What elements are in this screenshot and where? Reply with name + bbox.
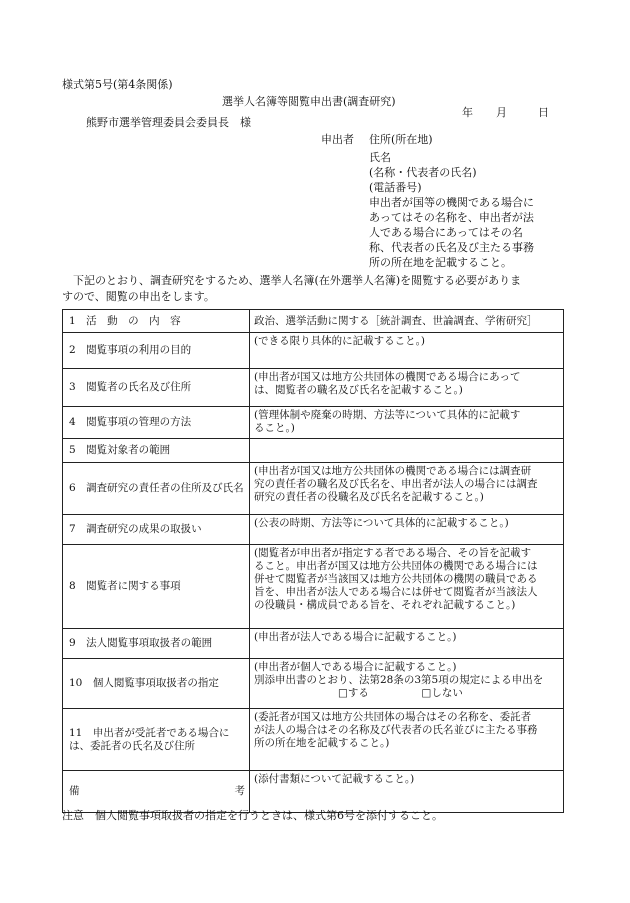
date-year-label: 年	[462, 106, 473, 119]
applicant-label: 申出者	[321, 133, 354, 146]
intro-line: すので、閲覧の申出をします。	[62, 290, 215, 303]
row-label: 5 閲覧対象者の範囲	[63, 439, 250, 463]
applicant-name-sub: (名称・代表者の氏名)	[369, 166, 477, 179]
row-content[interactable]	[250, 333, 564, 369]
row-content-line: 併せて閲覧者が当該国又は地方公共団体の機関の職員である	[254, 573, 538, 585]
row-content[interactable]	[250, 515, 564, 545]
row-content-line: 研究の責任者の役職名及び氏名を記載すること。)	[254, 491, 484, 503]
applicant-address-label: 住所(所在地)	[369, 133, 433, 146]
form-title: 選挙人名簿等閲覧申出書(調査研究)	[222, 95, 396, 108]
applicant-note-line: 称、代表者の氏名及び主たる事務	[369, 241, 534, 254]
row-content[interactable]	[250, 369, 564, 407]
applicant-name-label: 氏名	[369, 151, 391, 164]
row-content[interactable]	[250, 463, 564, 515]
table-row	[63, 629, 564, 659]
row-content[interactable]	[250, 407, 564, 439]
table-row	[63, 709, 564, 771]
row-content[interactable]	[250, 771, 564, 813]
row-label: 4 閲覧事項の管理の方法	[63, 407, 250, 439]
row-content-line: 政治、選挙活動に関する［統計調査、世論調査、学術研究］	[254, 314, 538, 327]
row-label: 8 閲覧者に関する事項	[63, 545, 250, 629]
applicant-phone-label: (電話番号)	[369, 181, 422, 194]
addressee: 熊野市選挙管理委員会委員長 様	[86, 116, 251, 129]
row-content-line: 別添申出書のとおり、法第28条の3第5項の規定による申出を	[254, 674, 544, 686]
designation-checkbox-options[interactable]: □する □しない	[338, 687, 463, 699]
row-content-line: (公表の時期、方法等について具体的に記載すること。)	[254, 517, 509, 529]
applicant-note-line: あってはその名称を、申出者が法	[369, 211, 534, 224]
row-content-line: は、閲覧者の職名及び氏名を記載すること。)	[254, 384, 463, 396]
row-content[interactable]	[250, 709, 564, 771]
table-row	[63, 333, 564, 369]
row-label: 1 活 動 の 内 容	[63, 310, 250, 333]
row-content-line: が法人の場合はその名称及び代表者の氏名並びに主たる事務	[254, 724, 538, 736]
remarks-label	[69, 785, 245, 798]
row-label: 7 調査研究の成果の取扱い	[63, 515, 250, 545]
row-content[interactable]	[250, 629, 564, 659]
date-day-label: 日	[538, 106, 549, 119]
row-label-remarks	[63, 771, 250, 813]
row-content-line: 旨を、申出者が法人である場合には併せて閲覧者が当該法人	[254, 586, 538, 598]
row-content-line: 所の所在地を記載すること。)	[254, 737, 390, 749]
table-row	[63, 463, 564, 515]
table-row	[63, 659, 564, 709]
row-label: 11 申出者が受託者である場合には、委託者の氏名及び住所	[63, 709, 250, 771]
application-table	[62, 309, 564, 813]
row-content[interactable]	[250, 439, 564, 463]
row-label: 10 個人閲覧事項取扱者の指定	[63, 659, 250, 709]
row-content[interactable]	[250, 659, 564, 709]
row-label: 3 閲覧者の氏名及び住所	[63, 369, 250, 407]
applicant-note-line: 人である場合にあってはその名	[369, 226, 523, 239]
row-content[interactable]	[250, 545, 564, 629]
table-row	[63, 439, 564, 463]
applicant-note-line: 申出者が国等の機関である場合に	[369, 196, 534, 209]
row-label: 2 閲覧事項の利用の目的	[63, 333, 250, 369]
row-label: 9 法人閲覧事項取扱者の範囲	[63, 629, 250, 659]
applicant-note-line: 所の所在地を記載すること。	[369, 256, 512, 269]
remarks-label-right: 考	[234, 785, 245, 797]
row-content[interactable]	[250, 310, 564, 333]
row-content-line: ること。申出者が国又は地方公共団体の機関である場合には	[254, 560, 538, 572]
row-content-line: ること。)	[254, 422, 295, 434]
row-content-line: の役職員・構成員である旨を、それぞれ記載すること。)	[254, 599, 516, 611]
row-content-line: (申出者が法人である場合に記載すること。)	[254, 631, 457, 643]
row-content-line: (閲覧者が申出者が指定する者である場合、その旨を記載す	[254, 547, 532, 559]
form-number: 様式第5号(第4条関係)	[62, 78, 173, 91]
applicant-name-block	[369, 150, 534, 270]
row-content-line: 究の責任者の職名及び氏名を、申出者が法人の場合には調査	[254, 478, 538, 490]
table-row	[63, 310, 564, 333]
table-row	[63, 407, 564, 439]
row-content-line: (管理体制や廃棄の時期、方法等について具体的に記載す	[254, 409, 521, 421]
row-label: 6 調査研究の責任者の住所及び氏名	[63, 463, 250, 515]
row-content-line: (申出者が国又は地方公共団体の機関である場合には調査研	[254, 465, 532, 477]
row-content-line: (申出者が個人である場合に記載すること。)	[254, 661, 457, 673]
table-row	[63, 515, 564, 545]
intro-paragraph	[62, 273, 582, 305]
footer-note: 注意 個人閲覧事項取扱者の指定を行うときは、様式第6号を添付すること。	[62, 809, 443, 822]
row-content-line: (委託者が国又は地方公共団体の場合はその名称を、委託者	[254, 711, 532, 723]
row-content-line: (申出者が国又は地方公共団体の機関である場合にあって	[254, 371, 521, 383]
table-row	[63, 771, 564, 813]
table-row	[63, 369, 564, 407]
row-content-line: (できる限り具体的に記載すること。)	[254, 335, 425, 347]
remarks-label-left: 備	[69, 785, 80, 797]
date-month-label: 月	[496, 106, 507, 119]
intro-line: 下記のとおり、調査研究をするため、選挙人名簿(在外選挙人名簿)を閲覧する必要がありま	[73, 274, 522, 287]
row-content-line: (添付書類について記載すること。)	[254, 773, 415, 785]
table-row	[63, 545, 564, 629]
